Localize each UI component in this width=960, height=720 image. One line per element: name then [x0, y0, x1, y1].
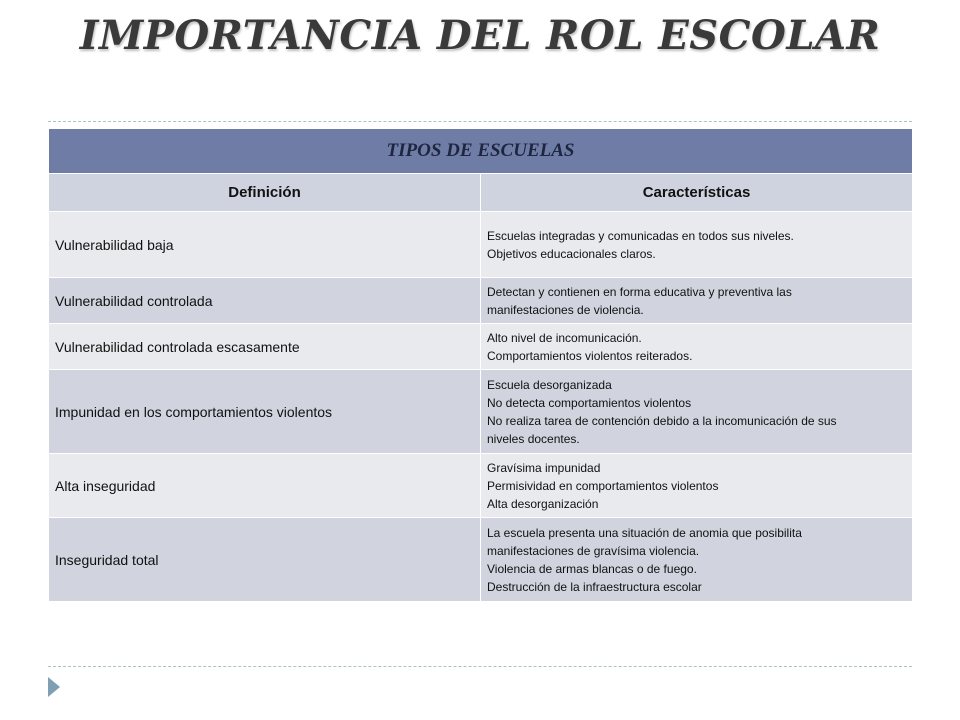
table-row [49, 518, 913, 602]
characteristic-line: Escuelas integradas y comunicadas en todos sus niveles. [487, 228, 794, 243]
top-divider [48, 121, 912, 122]
definition-cell: Vulnerabilidad controlada [49, 278, 481, 324]
table-row [49, 454, 913, 518]
characteristic-line: Gravísima impunidad [487, 460, 601, 475]
characteristics-cell [481, 324, 913, 370]
definition-cell: Vulnerabilidad baja [49, 212, 481, 278]
characteristic-line: Objetivos educacionales claros. [487, 246, 656, 261]
characteristic-line: Escuela desorganizada [487, 377, 612, 392]
table-row [49, 370, 913, 454]
definition-cell: Impunidad en los comportamientos violentos [49, 370, 481, 454]
table-caption: TIPOS DE ESCUELAS [49, 129, 913, 174]
characteristics-cell [481, 518, 913, 602]
bottom-divider [48, 666, 912, 667]
characteristic-line: Permisividad en comportamientos violentos [487, 478, 719, 493]
definition-cell: Alta inseguridad [49, 454, 481, 518]
table-row [49, 324, 913, 370]
characteristic-line: manifestaciones de violencia. [487, 302, 644, 317]
characteristic-line: Violencia de armas blancas o de fuego. [487, 561, 697, 576]
characteristics-cell [481, 212, 913, 278]
characteristic-line: Detectan y contienen en forma educativa y preventiva las [487, 284, 792, 299]
characteristic-line: manifestaciones de gravísima violencia. [487, 543, 700, 558]
characteristics-cell [481, 370, 913, 454]
characteristic-line: Alta desorganización [487, 496, 599, 511]
table-row [49, 278, 913, 324]
slide-title: IMPORTANCIA DEL ROL ESCOLAR [79, 12, 881, 59]
characteristics-cell [481, 278, 913, 324]
characteristic-line: Alto nivel de incomunicación. [487, 330, 642, 345]
triangle-bullet-icon [48, 677, 60, 697]
characteristic-line: No detecta comportamientos violentos [487, 395, 692, 410]
characteristic-line: Destrucción de la infraestructura escolar [487, 579, 702, 594]
column-header-characteristics: Características [481, 174, 913, 212]
characteristic-line: Comportamientos violentos reiterados. [487, 348, 693, 363]
definition-cell: Inseguridad total [49, 518, 481, 602]
characteristic-line: niveles docentes. [487, 431, 580, 446]
table-row [49, 212, 913, 278]
characteristics-cell [481, 454, 913, 518]
characteristic-line: La escuela presenta una situación de anomia que posibilita [487, 525, 802, 540]
school-types-table [48, 128, 913, 602]
characteristic-line: No realiza tarea de contención debido a la incomunicación de sus [487, 413, 837, 428]
column-header-definition: Definición [49, 174, 481, 212]
definition-cell: Vulnerabilidad controlada escasamente [49, 324, 481, 370]
